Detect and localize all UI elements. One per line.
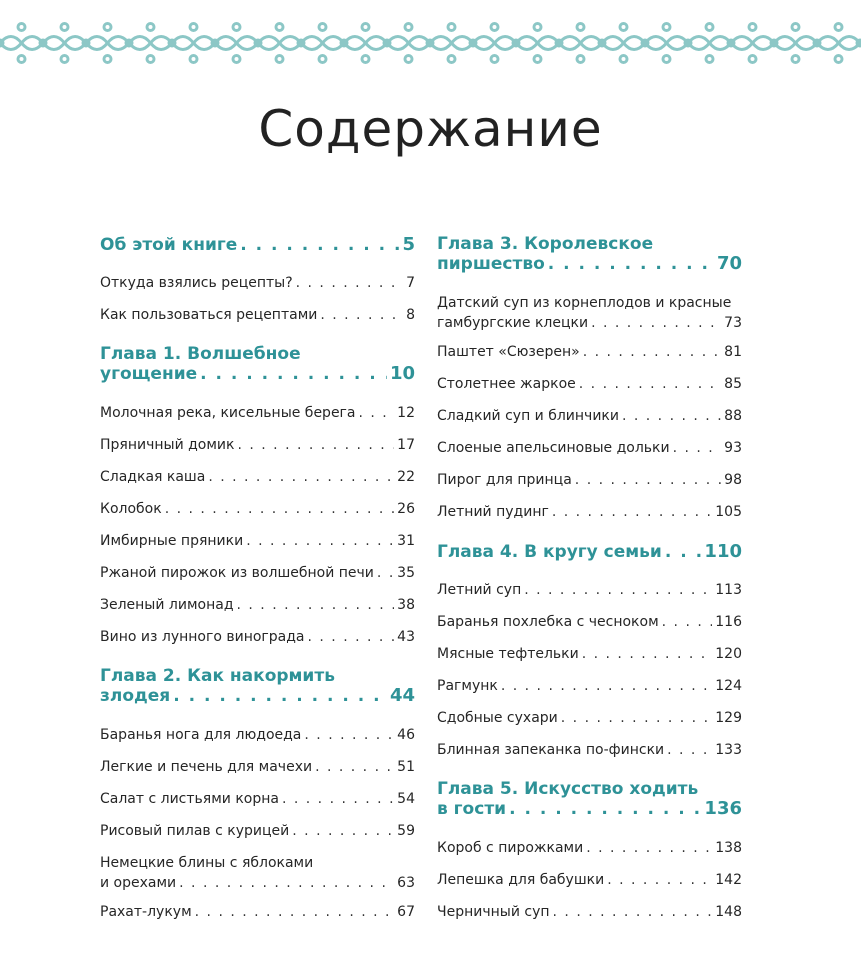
toc-item-title: Летний пудинг xyxy=(437,504,549,520)
page-title: Содержание xyxy=(258,100,603,158)
toc-page-number: 51 xyxy=(397,759,415,775)
toc-chapter-title-cont: угощение xyxy=(100,364,198,384)
toc-chapter-1[interactable] xyxy=(100,342,415,398)
toc-item[interactable] xyxy=(100,494,415,526)
toc-item-title: Столетнее жаркое xyxy=(437,376,576,392)
toc-item-title: Сладкий суп и блинчики xyxy=(437,408,619,424)
leader-dots xyxy=(377,564,394,582)
toc-page-number: 31 xyxy=(397,533,415,549)
toc-chapter-title-cont: пиршество xyxy=(437,254,545,274)
leader-dots xyxy=(246,532,394,550)
toc-item-title: Слоеные апельсиновые дольки xyxy=(437,440,670,456)
toc-item[interactable] xyxy=(100,268,415,300)
toc-item-title: Рагмунк xyxy=(437,678,498,694)
toc-column-left xyxy=(100,232,415,929)
toc-chapter-title-cont: в гости xyxy=(437,799,507,819)
toc-page-number: 63 xyxy=(397,875,415,891)
leader-dots xyxy=(320,306,403,324)
toc-item-title: Ржаной пирожок из волшебной печи xyxy=(100,565,374,581)
toc-page-number: 138 xyxy=(715,840,742,856)
toc-item-title: Рахат-лукум xyxy=(100,904,192,920)
toc-item[interactable] xyxy=(437,865,742,897)
toc-page-number: 5 xyxy=(402,234,415,255)
toc-page-number: 116 xyxy=(715,614,742,630)
leader-dots xyxy=(575,471,721,489)
leader-dots xyxy=(552,503,712,521)
leader-dots xyxy=(553,903,713,921)
toc-page-number: 98 xyxy=(724,472,742,488)
leader-dots xyxy=(308,628,395,646)
toc-item[interactable] xyxy=(437,897,742,929)
toc-chapter-title-cont: злодея xyxy=(100,686,171,706)
toc-item-title: Черничный суп xyxy=(437,904,550,920)
toc-item[interactable] xyxy=(100,897,415,929)
leader-dots xyxy=(622,407,721,425)
toc-page-number: 124 xyxy=(715,678,742,694)
leader-dots xyxy=(359,404,395,422)
toc-item-title: Баранья нога для людоеда xyxy=(100,727,302,743)
toc-page-number: 73 xyxy=(724,315,742,331)
toc-page-number: 35 xyxy=(397,565,415,581)
toc-item[interactable] xyxy=(100,300,415,332)
toc-page-number: 88 xyxy=(724,408,742,424)
toc-item-title: Паштет «Сюзерен» xyxy=(437,344,580,360)
leader-dots xyxy=(165,500,394,518)
toc-item[interactable] xyxy=(437,575,742,607)
toc-page-number: 136 xyxy=(704,798,742,819)
toc-page-number: 38 xyxy=(397,597,415,613)
toc-page-number: 54 xyxy=(397,791,415,807)
toc-item[interactable] xyxy=(437,369,742,401)
toc-item[interactable] xyxy=(437,639,742,671)
leader-dots xyxy=(607,871,712,889)
toc-item[interactable] xyxy=(100,398,415,430)
toc-chapter-title: Глава 4. В кругу семьи xyxy=(437,542,662,562)
toc-item[interactable] xyxy=(437,465,742,497)
toc-item[interactable] xyxy=(100,752,415,784)
toc-item-title: Вино из лунного винограда xyxy=(100,629,305,645)
leader-dots xyxy=(315,758,394,776)
leader-dots xyxy=(296,274,403,292)
toc-item-title: Откуда взялись рецепты? xyxy=(100,275,293,291)
toc-page-number: 85 xyxy=(724,376,742,392)
leader-dots xyxy=(240,235,399,256)
toc-item-title-cont: и орехами xyxy=(100,875,177,891)
toc-page-number: 12 xyxy=(397,405,415,421)
toc-item[interactable] xyxy=(437,607,742,639)
toc-page-number: 43 xyxy=(397,629,415,645)
leader-dots xyxy=(501,677,712,695)
toc-page-number: 8 xyxy=(406,307,415,323)
toc-item-title: Легкие и печень для мачехи xyxy=(100,759,313,775)
toc-page-number: 110 xyxy=(704,541,742,562)
leader-dots xyxy=(304,726,394,744)
toc-chapter-4[interactable] xyxy=(437,539,742,575)
leader-dots xyxy=(579,375,721,393)
toc-page-number: 93 xyxy=(724,440,742,456)
leader-dots xyxy=(237,596,395,614)
toc-item[interactable] xyxy=(437,401,742,433)
toc-item-title: Колобок xyxy=(100,501,162,517)
toc-item-title: Баранья похлебка с чесноком xyxy=(437,614,659,630)
leader-dots xyxy=(561,709,713,727)
toc-chapter-title: Глава 5. Искусство ходить xyxy=(437,779,699,799)
toc-page-number: 133 xyxy=(715,742,742,758)
toc-page-number: 129 xyxy=(715,710,742,726)
toc-page-number: 17 xyxy=(397,437,415,453)
toc-page-number: 148 xyxy=(715,904,742,920)
leader-dots xyxy=(195,903,395,921)
toc-item-title: Молочная река, кисельные берега xyxy=(100,405,356,421)
leader-dots xyxy=(582,645,713,663)
toc-item-title: Пирог для принца xyxy=(437,472,572,488)
leader-dots xyxy=(208,468,394,486)
toc-chapter-title: Глава 1. Волшебное xyxy=(100,344,301,364)
toc-item[interactable] xyxy=(437,703,742,735)
leader-dots xyxy=(173,686,387,706)
toc-item-title: Блинная запеканка по-фински xyxy=(437,742,665,758)
toc-page-number: 142 xyxy=(715,872,742,888)
toc-item-title: Салат с листьями корна xyxy=(100,791,279,807)
toc-item-title: Пряничный домик xyxy=(100,437,235,453)
toc-item[interactable] xyxy=(100,720,415,752)
toc-page-number: 59 xyxy=(397,823,415,839)
toc-item[interactable] xyxy=(437,497,742,529)
toc-item[interactable] xyxy=(100,558,415,590)
toc-item-title: Сладкая каша xyxy=(100,469,206,485)
leader-dots xyxy=(200,364,387,384)
toc-chapter-2[interactable] xyxy=(100,664,415,720)
toc-item-title: Короб с пирожками xyxy=(437,840,584,856)
toc-item[interactable] xyxy=(100,816,415,848)
leader-dots xyxy=(673,439,722,457)
toc-item-title: Летний суп xyxy=(437,582,522,598)
toc-item-title: Мясные тефтельки xyxy=(437,646,579,662)
toc-chapter-title: Об этой книге xyxy=(100,235,238,255)
leader-dots xyxy=(662,613,713,631)
toc-item-title: Рисовый пилав с курицей xyxy=(100,823,290,839)
leader-dots xyxy=(586,839,712,857)
toc-page-number: 46 xyxy=(397,727,415,743)
decorative-ornament-border xyxy=(0,18,861,68)
toc-item[interactable] xyxy=(437,735,742,767)
leader-dots xyxy=(282,790,394,808)
toc-item[interactable] xyxy=(437,671,742,703)
toc-item-title: Как пользоваться рецептами xyxy=(100,307,318,323)
toc-chapter-about[interactable] xyxy=(100,232,415,268)
toc-item[interactable] xyxy=(100,430,415,462)
toc-item[interactable] xyxy=(437,288,742,337)
leader-dots xyxy=(667,741,712,759)
toc-chapter-title: Глава 2. Как накормить xyxy=(100,666,335,686)
toc-item-title-cont: гамбургские клецки xyxy=(437,315,589,331)
toc-item[interactable] xyxy=(100,622,415,654)
leader-dots xyxy=(583,343,721,361)
toc-page-number: 10 xyxy=(389,363,415,384)
toc-page-number: 105 xyxy=(715,504,742,520)
toc-item-title: Сдобные сухари xyxy=(437,710,558,726)
toc-item-title: Зеленый лимонад xyxy=(100,597,234,613)
toc-item[interactable] xyxy=(437,833,742,865)
toc-chapter-3[interactable] xyxy=(437,232,742,288)
toc-item[interactable] xyxy=(437,337,742,369)
toc-item[interactable] xyxy=(100,462,415,494)
toc-item-title: Датский суп из корнеплодов и красные xyxy=(437,295,732,311)
toc-column-right xyxy=(437,232,742,929)
toc-item[interactable] xyxy=(437,433,742,465)
toc-item-title: Имбирные пряники xyxy=(100,533,244,549)
leader-dots xyxy=(179,873,394,893)
leader-dots xyxy=(665,542,702,563)
leader-dots xyxy=(509,799,701,819)
leader-dots xyxy=(524,581,712,599)
leader-dots xyxy=(237,436,394,454)
toc-chapter-5[interactable] xyxy=(437,777,742,833)
toc-page-number: 81 xyxy=(724,344,742,360)
leader-dots xyxy=(548,254,714,274)
toc-item-title: Лепешка для бабушки xyxy=(437,872,605,888)
toc-page-number: 120 xyxy=(715,646,742,662)
toc-item-title: Немецкие блины с яблоками xyxy=(100,855,314,871)
toc-page-number: 44 xyxy=(389,685,415,706)
toc-item[interactable] xyxy=(100,526,415,558)
toc-item[interactable] xyxy=(100,590,415,622)
toc-item[interactable] xyxy=(100,848,415,897)
leader-dots xyxy=(292,822,394,840)
toc-page-number: 70 xyxy=(716,253,742,274)
toc-page-number: 7 xyxy=(406,275,415,291)
toc-page-number: 26 xyxy=(397,501,415,517)
toc-page-number: 113 xyxy=(715,582,742,598)
toc-page-number: 67 xyxy=(397,904,415,920)
toc-page-number: 22 xyxy=(397,469,415,485)
toc-item[interactable] xyxy=(100,784,415,816)
toc-chapter-title: Глава 3. Королевское xyxy=(437,234,654,254)
leader-dots xyxy=(591,313,721,333)
